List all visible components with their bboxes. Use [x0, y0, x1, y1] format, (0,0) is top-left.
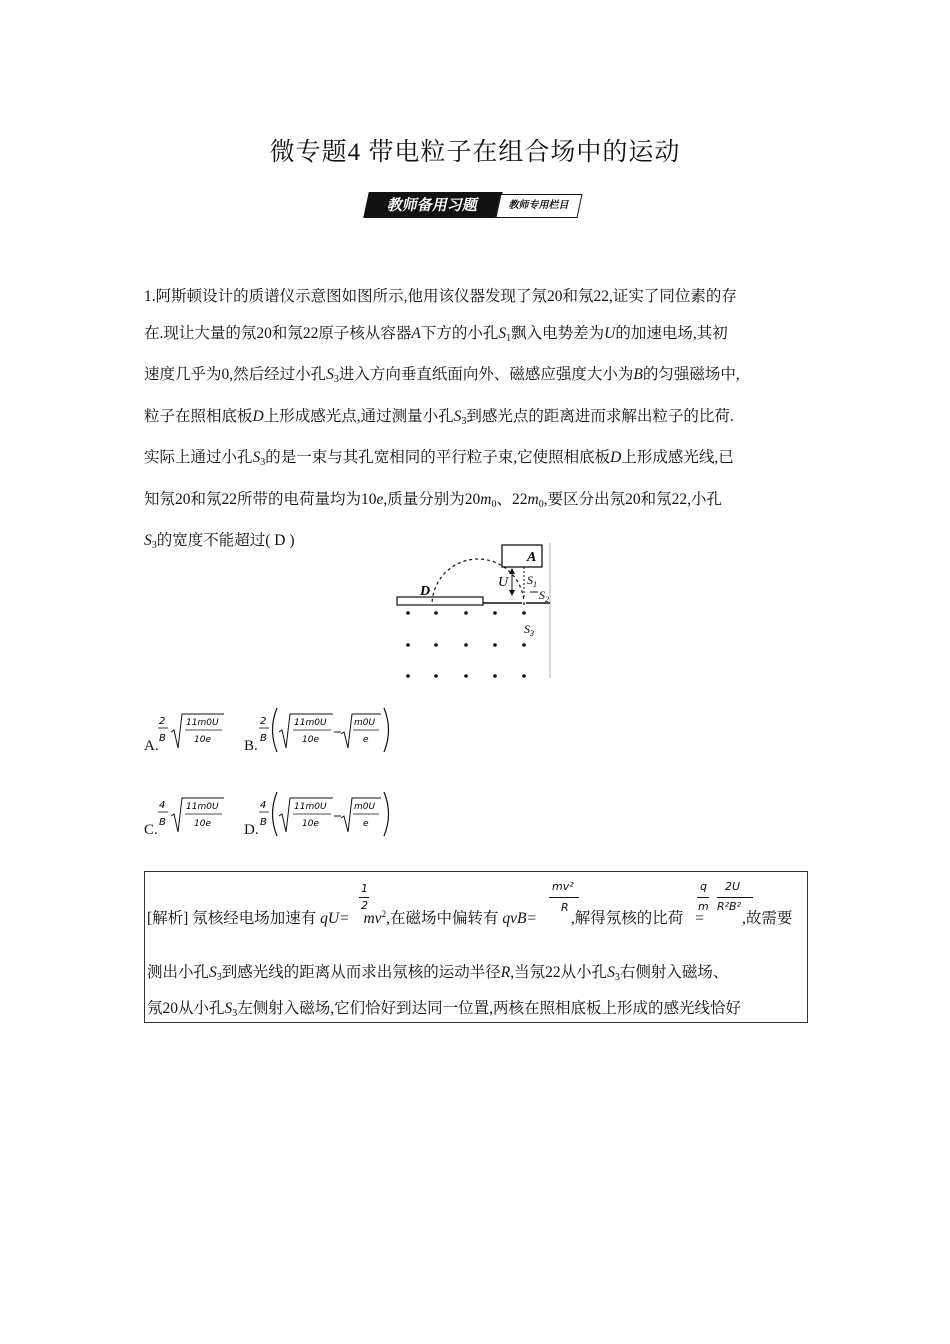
- page-title: 微专题4 带电粒子在组合场中的运动: [269, 139, 681, 166]
- qm-den: m: [698, 900, 709, 913]
- solution-line-2: 测出小孔$S_3$到感光线的距离从而求出氖核的运动半径R,当氖22从小孔$S_3$右侧射入磁场、: [147, 964, 729, 983]
- svg-text:11m0U: 11m0U: [186, 802, 219, 812]
- badge-sub: 教师专用栏目: [495, 194, 582, 218]
- svg-text:10e: 10e: [194, 819, 211, 829]
- qm-bar: [697, 897, 709, 898]
- option-b-label[interactable]: B.: [244, 738, 258, 754]
- label-A: A: [527, 550, 537, 565]
- solution-line-3: 氖20从小孔$S_3$左侧射入磁场,它们恰好到达同一位置,两核在照相底板上形成的感光线恰好: [147, 1000, 742, 1019]
- question-text: [144, 279, 804, 565]
- mv2-bar: [549, 897, 579, 898]
- question-line: 1.阿斯顿设计的质谱仪示意图如图所示,他用该仪器发现了氖20和氖22,证实了同位素的存: [144, 288, 737, 305]
- svg-text:10e: 10e: [302, 819, 319, 829]
- option-c-formula[interactable]: [156, 792, 228, 838]
- question-line: $S_3$的宽度不能超过( D ): [144, 532, 295, 551]
- mass-spectrometer-diagram: [392, 543, 562, 683]
- option-d-formula[interactable]: [257, 788, 393, 840]
- half-bar: [359, 897, 369, 898]
- svg-text:11m0U: 11m0U: [186, 718, 219, 728]
- question-line: 速度几乎为0,然后经过小孔$S_3$进入方向垂直纸面向外、磁感应强度大小为B的匀强磁场中,: [144, 366, 740, 385]
- svg-text:11m0U: 11m0U: [294, 802, 327, 812]
- option-a-label[interactable]: A.: [144, 738, 159, 754]
- svg-text:B: B: [159, 817, 166, 828]
- label-U: U: [498, 575, 509, 590]
- badge-main: 教师备用习题: [363, 192, 503, 218]
- option-b-formula[interactable]: [257, 704, 393, 756]
- teacher-badge: [366, 192, 582, 218]
- mv2-num: mv²: [552, 880, 574, 893]
- svg-text:m0U: m0U: [354, 802, 376, 812]
- svg-text:10e: 10e: [302, 735, 319, 745]
- half-num: 1: [361, 882, 368, 895]
- solution-box: [144, 871, 808, 1023]
- qm-num: q: [700, 880, 707, 893]
- mv2-den: R: [561, 901, 569, 914]
- svg-text:e: e: [363, 735, 369, 745]
- option-a-formula[interactable]: [156, 708, 228, 754]
- svg-text:2: 2: [260, 716, 267, 727]
- label-D: D: [420, 584, 431, 599]
- ratio-bar: [717, 897, 753, 898]
- ratio-den: R²B²: [717, 900, 742, 913]
- half-den: 2: [361, 899, 368, 912]
- option-d-label[interactable]: D.: [244, 822, 259, 838]
- svg-text:2: 2: [159, 716, 166, 727]
- solution-line-1: [解析] 氖核经电场加速有 $qU= mv^2$,在磁场中偏转有 qvB= ,解得氖核的比荷 = ,故需要: [147, 908, 793, 927]
- svg-text:11m0U: 11m0U: [294, 718, 327, 728]
- question-line: 在.现让大量的氖20和氖22原子核从容器A下方的小孔$S_1$飘入电势差为U的加速电场,其初: [144, 324, 728, 344]
- option-c-label[interactable]: C.: [144, 822, 158, 838]
- label-S1: $S_1$: [527, 573, 537, 589]
- svg-text:e: e: [363, 819, 369, 829]
- question-line: 实际上通过小孔$S_3$的是一束与其孔宽相同的平行粒子束,它使照相底板D上形成感光线,已: [144, 449, 734, 468]
- svg-text:10e: 10e: [194, 735, 211, 745]
- svg-text:4: 4: [159, 800, 166, 811]
- svg-text:4: 4: [260, 800, 267, 811]
- svg-text:B: B: [260, 733, 267, 744]
- ratio-num: 2U: [725, 880, 741, 893]
- svg-text:m0U: m0U: [354, 718, 376, 728]
- label-S2: $S_2$: [539, 588, 549, 604]
- label-S3: $S_3$: [524, 622, 534, 638]
- svg-text:B: B: [260, 817, 267, 828]
- svg-text:B: B: [159, 733, 166, 744]
- question-line: 粒子在照相底板D上形成感光点,通过测量小孔$S_3$到感光点的距离进而求解出粒子的比荷.: [144, 407, 734, 427]
- question-line: 知氖20和氖22所带的电荷量均为10e,质量分别为$20m_0$、$22m_0$,要区分出氖20和氖22,小孔: [144, 490, 722, 510]
